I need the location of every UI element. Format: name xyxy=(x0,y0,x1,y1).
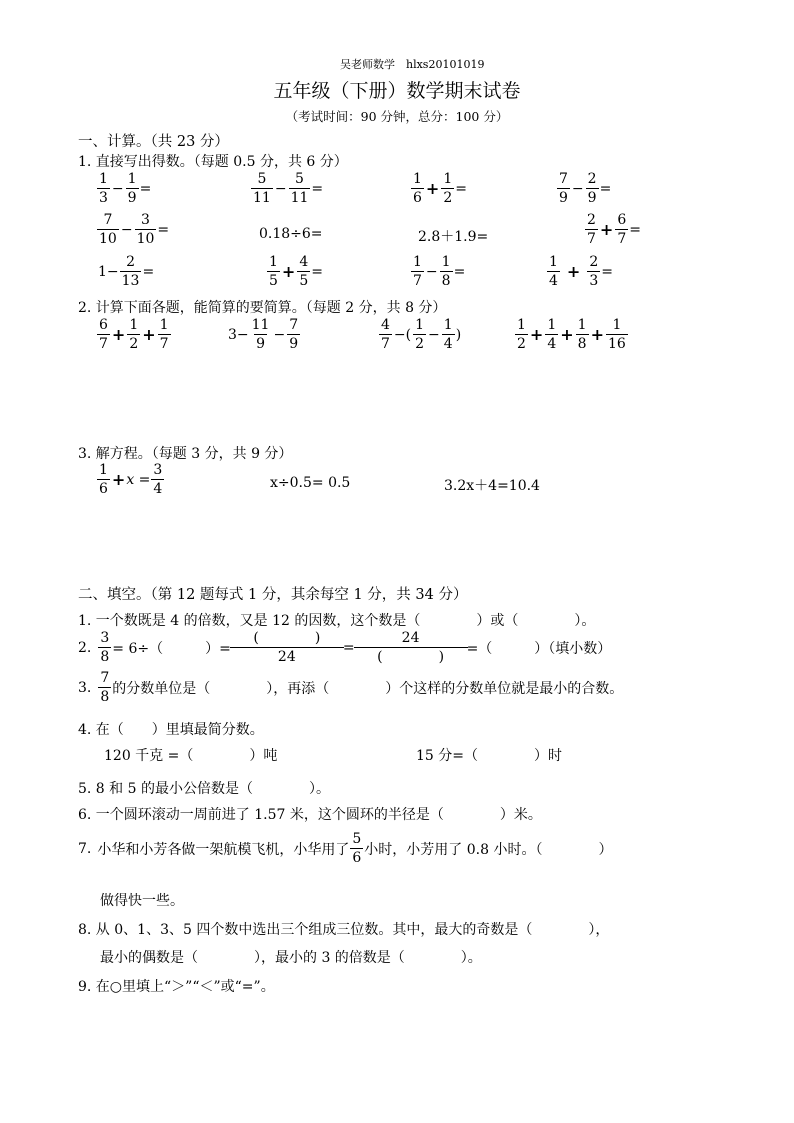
page-title: 五年级（下册）数学期末试卷 xyxy=(273,80,521,102)
exam-info: （考试时间：90 分钟，总分：100 分） xyxy=(285,109,509,124)
fill-item-1: 1. 一个数既是 4 的倍数，又是 12 的因数，这个数是（ ）或（ ）。 xyxy=(78,613,596,629)
q1-expr: 0.18÷6= xyxy=(259,226,323,242)
q1-expr: $\frac{7}{10}$ − $\frac{3}{10}$ = xyxy=(99,212,170,247)
fill-item-2: 2. $\frac{3}{8}$ = 6÷（ ）= $\frac{( )}{24}$ = $\frac{24}{( )}$ =（ ）（填小数） xyxy=(78,630,612,665)
fill-item-7: 7. 小华和小芳各做一架航模飞机，小华用了 $\frac{5}{6}$ 小时，小芳用了 0.8 小时。（ ） xyxy=(78,831,613,866)
q1-expr: $\frac{1}{6}$ + $\frac{1}{2}$ = xyxy=(413,171,467,206)
fill-item-6: 6. 一个圆环滚动一周前进了 1.57 米，这个圆环的半径是（ ）米。 xyxy=(78,807,542,823)
q1-expr: $\frac{1}{4}$ + $\frac{2}{3}$ = xyxy=(549,254,613,289)
q3-equation: x÷0.5= 0.5 xyxy=(270,475,351,491)
q2-expr: $\frac{4}{7}$ −( $\frac{1}{2}$ − $\frac{1}{4}$ ) xyxy=(381,317,462,352)
q2-label: 2. 计算下面各题，能简算的要简算。（每题 2 分，共 8 分） xyxy=(78,300,447,316)
fill-item-5: 5. 8 和 5 的最小公倍数是（ ）。 xyxy=(78,781,330,797)
q2-expr: 3− $\frac{11}{9}$ − $\frac{7}{9}$ xyxy=(228,317,299,352)
q3-label: 3. 解方程。（每题 3 分，共 9 分） xyxy=(78,446,293,462)
fill-item-3: 3. $\frac{7}{8}$ 的分数单位是（ ），再添（ ）个这样的分数单位就是最小的合数。 xyxy=(78,670,624,705)
fill-item-7-cont: 做得快一些。 xyxy=(100,893,184,909)
fill-item-8-cont: 最小的偶数是（ ），最小的 3 的倍数是（ ）。 xyxy=(100,950,482,966)
fill-item-4b: 15 分=（ ）时 xyxy=(416,748,562,764)
q1-expr: 2.8＋1.9= xyxy=(418,229,489,245)
q2-expr: $\frac{6}{7}$ + $\frac{1}{2}$ + $\frac{1}{7}$ xyxy=(99,317,169,352)
page-header: 吴老师数学 hlxs20101019 xyxy=(340,58,485,71)
fill-item-4a: 120 千克 =（ ）吨 xyxy=(104,748,278,764)
q2-expr: $\frac{1}{2}$ + $\frac{1}{4}$ + $\frac{1}{8}$ + $\frac{1}{16}$ xyxy=(517,317,626,352)
q1-expr: $\frac{1}{5}$ + $\frac{4}{5}$ = xyxy=(269,254,323,289)
q1-expr: $\frac{1}{7}$ − $\frac{1}{8}$ = xyxy=(413,254,466,289)
q1-expr: $\frac{7}{9}$ − $\frac{2}{9}$ = xyxy=(559,171,612,206)
q1-expr: 1− $\frac{2}{13}$ = xyxy=(98,254,155,289)
fill-item-9: 9. 在○里填上“＞”“＜”或“=”。 xyxy=(78,979,275,995)
q1-expr: $\frac{1}{3}$ − $\frac{1}{9}$ = xyxy=(99,171,152,206)
q1-label: 1. 直接写出得数。（每题 0.5 分，共 6 分） xyxy=(78,154,348,170)
fill-item-4: 4. 在（ ）里填最简分数。 xyxy=(78,722,264,738)
q3-equation: $\frac{1}{6}$ + x = $\frac{3}{4}$ xyxy=(99,462,163,497)
section1-heading: 一、计算。（共 23 分） xyxy=(78,134,229,150)
section2-heading: 二、填空。（第 12 题每式 1 分，其余每空 1 分，共 34 分） xyxy=(78,587,468,603)
q3-equation: 3.2x＋4=10.4 xyxy=(444,478,540,494)
q1-expr: $\frac{5}{11}$ − $\frac{5}{11}$ = xyxy=(253,171,324,206)
fill-item-8: 8. 从 0、1、3、5 四个数中选出三个组成三位数。其中，最大的奇数是（ ）， xyxy=(78,922,610,938)
q1-expr: $\frac{2}{7}$ + $\frac{6}{7}$ = xyxy=(587,212,641,247)
